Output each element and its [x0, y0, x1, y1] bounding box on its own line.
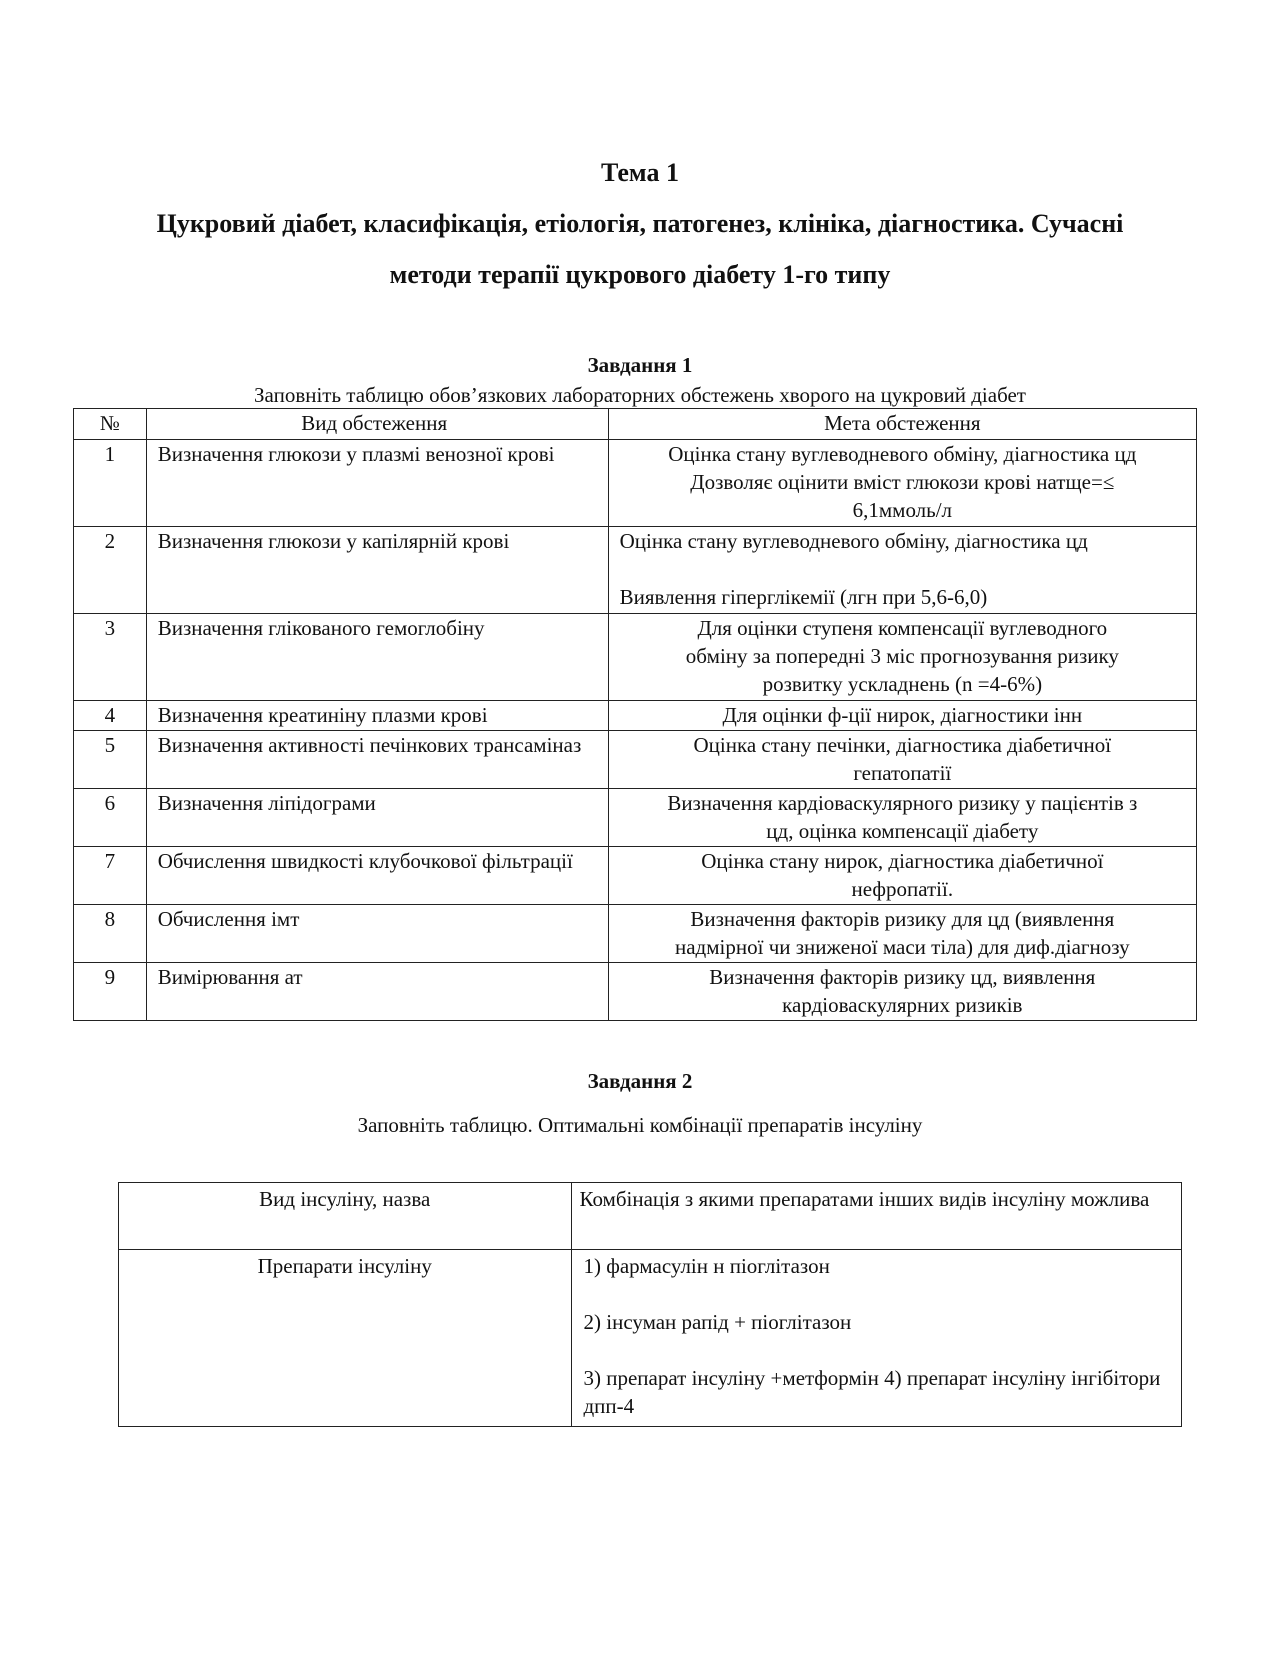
row-number: 8 — [74, 905, 147, 963]
task2-subtitle: Заповніть таблицю. Оптимальні комбінації препаратів інсуліну — [357, 1113, 923, 1137]
goal-line: обміну за попередні 3 міс прогнозування ризику — [685, 644, 1119, 668]
test-goal-cell — [608, 847, 1196, 905]
test-type-cell: Обчислення імт — [146, 905, 608, 963]
test-goal-cell — [608, 789, 1196, 847]
goal-line: Дозволяє оцінити вміст глюкози крові натще=≤ — [690, 470, 1115, 494]
task1-title: Завдання 1 — [587, 353, 693, 377]
column-header-combination: Комбінація з якими препаратами інших видів інсуліну можлива — [571, 1183, 1182, 1250]
goal-line: цд, оцінка компенсації діабету — [766, 819, 1039, 843]
test-goal-cell — [608, 701, 1196, 731]
test-goal-cell — [608, 614, 1196, 701]
task1-subtitle: Заповніть таблицю обов’язкових лабораторних обстежень хворого на цукровий діабет — [254, 383, 1026, 407]
test-type-cell: Визначення глюкози у плазмі венозної крові — [146, 440, 608, 527]
combination-item: 2) інсуман рапід + піоглітазон — [583, 1310, 852, 1334]
combination-cell — [571, 1250, 1182, 1427]
goal-line: гепатопатії — [853, 761, 952, 785]
goal-line: Оцінка стану вуглеводневого обміну, діагностика цд — [668, 442, 1137, 466]
row-number: 5 — [74, 731, 147, 789]
test-type-cell: Визначення активності печінкових трансаміназ — [146, 731, 608, 789]
goal-line: Визначення кардіоваскулярного ризику у пацієнтів з — [667, 791, 1138, 815]
insulin-type-cell: Препарати інсуліну — [119, 1250, 572, 1427]
row-number: 6 — [74, 789, 147, 847]
goal-line: Визначення факторів ризику для цд (виявлення — [690, 907, 1115, 931]
table-row — [119, 1250, 1182, 1427]
goal-line: Оцінка стану нирок, діагностика діабетичної — [701, 849, 1104, 873]
goal-line: Оцінка стану вуглеводневого обміну, діагностика цд — [619, 529, 1088, 553]
combination-blank-line — [584, 1280, 1182, 1308]
combination-blank-line — [584, 1336, 1182, 1364]
test-goal-cell — [608, 440, 1196, 527]
table-row — [74, 701, 1197, 731]
column-header-test-goal: Мета обстеження — [608, 409, 1196, 440]
goal-line: розвитку ускладнень (n =4-6%) — [762, 672, 1043, 696]
row-number: 9 — [74, 963, 147, 1021]
table-header-row — [119, 1183, 1182, 1250]
table-row — [74, 963, 1197, 1021]
row-number: 4 — [74, 701, 147, 731]
goal-line: 6,1ммоль/л — [852, 498, 953, 522]
test-goal-cell — [608, 963, 1196, 1021]
topic-title-line-1: Цукровий діабет, класифікація, етіологія, патогенез, клініка, діагностика. Сучасні — [156, 209, 1124, 238]
table-row — [74, 527, 1197, 614]
row-number: 2 — [74, 527, 147, 614]
test-type-cell: Визначення креатиніну плазми крові — [146, 701, 608, 731]
goal-blank-line — [620, 555, 1192, 583]
test-type-cell: Визначення ліпідограми — [146, 789, 608, 847]
test-type-cell: Визначення глікованого гемоглобіну — [146, 614, 608, 701]
test-type-cell: Визначення глюкози у капілярній крові — [146, 527, 608, 614]
topic-title-line-2: методи терапії цукрового діабету 1-го типу — [389, 260, 891, 289]
column-header-number: № — [74, 409, 147, 440]
goal-line: Визначення факторів ризику цд, виявлення — [709, 965, 1096, 989]
table-row — [74, 847, 1197, 905]
insulin-combinations-table — [118, 1182, 1182, 1427]
test-goal-cell — [608, 527, 1196, 614]
table-row — [74, 614, 1197, 701]
column-header-test-type: Вид обстеження — [146, 409, 608, 440]
goal-line: Виявлення гіперглікемії (лгн при 5,6-6,0) — [619, 585, 988, 609]
goal-line: Оцінка стану печінки, діагностика діабетичної — [693, 733, 1112, 757]
goal-line: кардіоваскулярних ризиків — [782, 993, 1023, 1017]
test-goal-cell — [608, 905, 1196, 963]
table-header-row — [74, 409, 1197, 440]
task2-title: Завдання 2 — [587, 1069, 693, 1093]
table-row — [74, 905, 1197, 963]
goal-line: Для оцінки ф-ції нирок, діагностики інн — [722, 703, 1083, 727]
test-goal-cell — [608, 731, 1196, 789]
goal-line: нефропатії. — [851, 877, 954, 901]
table-row — [74, 440, 1197, 527]
row-number: 3 — [74, 614, 147, 701]
lab-tests-table — [73, 408, 1197, 1021]
topic-heading: Тема 1 — [601, 158, 679, 187]
row-number: 1 — [74, 440, 147, 527]
combination-item: 1) фармасулін н піоглітазон — [583, 1254, 830, 1278]
goal-line: Для оцінки ступеня компенсації вуглеводного — [697, 616, 1108, 640]
row-number: 7 — [74, 847, 147, 905]
table-row — [74, 731, 1197, 789]
test-type-cell: Обчислення швидкості клубочкової фільтрації — [146, 847, 608, 905]
column-header-insulin-type: Вид інсуліну, назва — [119, 1183, 572, 1250]
goal-line: надмірної чи зниженої маси тіла) для диф.діагнозу — [675, 935, 1130, 959]
table-row — [74, 789, 1197, 847]
test-type-cell: Вимірювання ат — [146, 963, 608, 1021]
combination-item: 3) препарат інсуліну +метформін 4) препарат інсуліну інгібітори дпп-4 — [583, 1366, 1161, 1418]
